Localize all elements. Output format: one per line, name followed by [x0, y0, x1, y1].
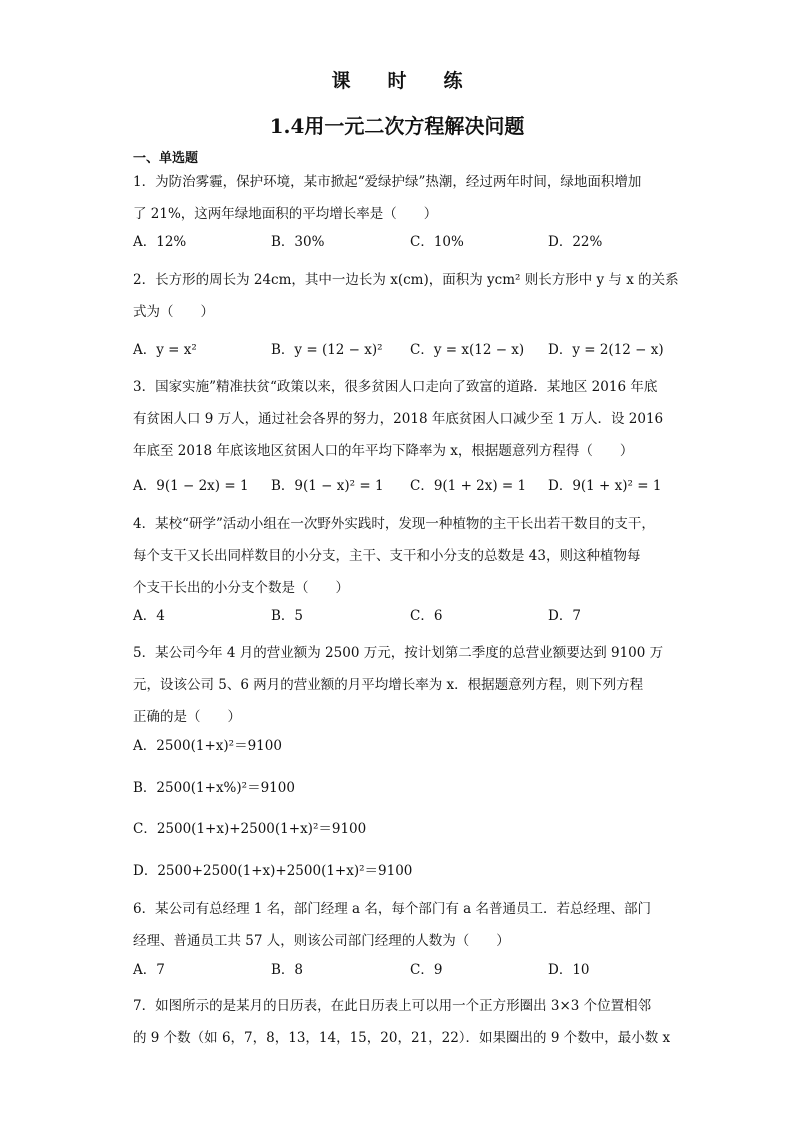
question-text-line: 4．某校“研学”活动小组在一次野外实践时，发现一种植物的主干长出若干数目的支干， [133, 516, 655, 532]
question-text-line: 6．某公司有总经理 1 名，部门经理 a 名，每个部门有 a 名普通员工．若总经理、部门 [133, 901, 652, 917]
option-a: A．4 [133, 608, 165, 624]
question-5 [133, 637, 673, 733]
question-3-options [133, 470, 673, 502]
option-a: A．7 [133, 962, 165, 978]
option-b: B．5 [271, 608, 304, 624]
question-4 [133, 508, 673, 604]
option-a: A．y = x² [133, 342, 197, 358]
question-6-options [133, 954, 673, 986]
section-heading: 一、单选题 [133, 151, 199, 166]
question-text-line: 个支干长出的小分支个数是（ ） [133, 580, 349, 596]
question-6 [133, 893, 673, 957]
page-subtitle: 1.4用一元二次方程解决问题 [269, 114, 525, 138]
question-text-line: 正确的是（ ） [133, 709, 241, 725]
option-c: C．9(1 + 2x) = 1 [410, 478, 527, 494]
option-b: B．2500(1+x%)²＝9100 [133, 780, 295, 796]
option-d: D．22% [548, 234, 603, 250]
question-4-options [133, 600, 673, 632]
question-1-options [133, 226, 673, 258]
question-3 [133, 371, 673, 467]
option-d: D．10 [548, 962, 590, 978]
question-text-line: 了 21%，这两年绿地面积的平均增长率是（ ） [133, 206, 438, 222]
option-d: D．y = 2(12 − x) [548, 342, 664, 358]
option-d: D．2500+2500(1+x)+2500(1+x)²＝9100 [133, 863, 413, 879]
option-c: C．2500(1+x)+2500(1+x)²＝9100 [133, 821, 367, 837]
option-b: B．y = (12 − x)² [271, 342, 383, 358]
option-d: D．7 [548, 608, 581, 624]
question-text-line: 式为（ ） [133, 304, 214, 320]
option-a: A．12% [133, 234, 187, 250]
option-c: C．9 [410, 962, 443, 978]
option-c: C．6 [410, 608, 443, 624]
question-text-line: 有贫困人口 9 万人，通过社会各界的努力，2018 年底贫困人口减少至 1 万人．设 2016 [133, 411, 664, 427]
question-text-line: 年底至 2018 年底该地区贫困人口的年平均下降率为 x，根据题意列方程得（ ） [133, 443, 634, 459]
question-text-line: 经理、普通员工共 57 人，则该公司部门经理的人数为（ ） [133, 933, 510, 949]
question-2-options [133, 334, 673, 366]
option-b: B．8 [271, 962, 304, 978]
question-text-line: 3．国家实施”精准扶贫“政策以来，很多贫困人口走向了致富的道路．某地区 2016 年底 [133, 379, 658, 395]
question-7 [133, 990, 673, 1054]
option-d: D．9(1 + x)² = 1 [548, 478, 662, 494]
option-b: B．9(1 − x)² = 1 [271, 478, 384, 494]
option-a: A．2500(1+x)²＝9100 [133, 738, 282, 754]
option-c: C．y = x(12 − x) [410, 342, 525, 358]
page-title: 课 时 练 [331, 70, 478, 92]
question-1 [133, 166, 673, 230]
question-text-line: 元，设该公司 5、6 两月的营业额的月平均增长率为 x．根据题意列方程，则下列方程 [133, 677, 644, 693]
question-2 [133, 264, 679, 328]
option-b: B．30% [271, 234, 325, 250]
question-text-line: 的 9 个数（如 6，7，8，13，14，15，20，21，22）．如果圈出的 9 个数中，最小数 x [133, 1030, 671, 1046]
question-text-line: 1．为防治雾霾，保护环境，某市掀起“爱绿护绿”热潮，经过两年时间，绿地面积增加 [133, 174, 642, 190]
question-text-line: 2．长方形的周长为 24cm，其中一边长为 x(cm)，面积为 ycm² 则长方形中 y 与 x 的关系 [133, 272, 679, 288]
option-c: C．10% [410, 234, 464, 250]
question-text-line: 7．如图所示的是某月的日历表，在此日历表上可以用一个正方形圈出 3×3 个位置相邻 [133, 998, 652, 1014]
option-a: A．9(1 − 2x) = 1 [133, 478, 249, 494]
question-text-line: 每个支干又长出同样数目的小分支，主干、支干和小分支的总数是 43，则这种植物每 [133, 548, 641, 564]
question-text-line: 5．某公司今年 4 月的营业额为 2500 万元，按计划第二季度的总营业额要达到 9100 万 [133, 645, 664, 661]
